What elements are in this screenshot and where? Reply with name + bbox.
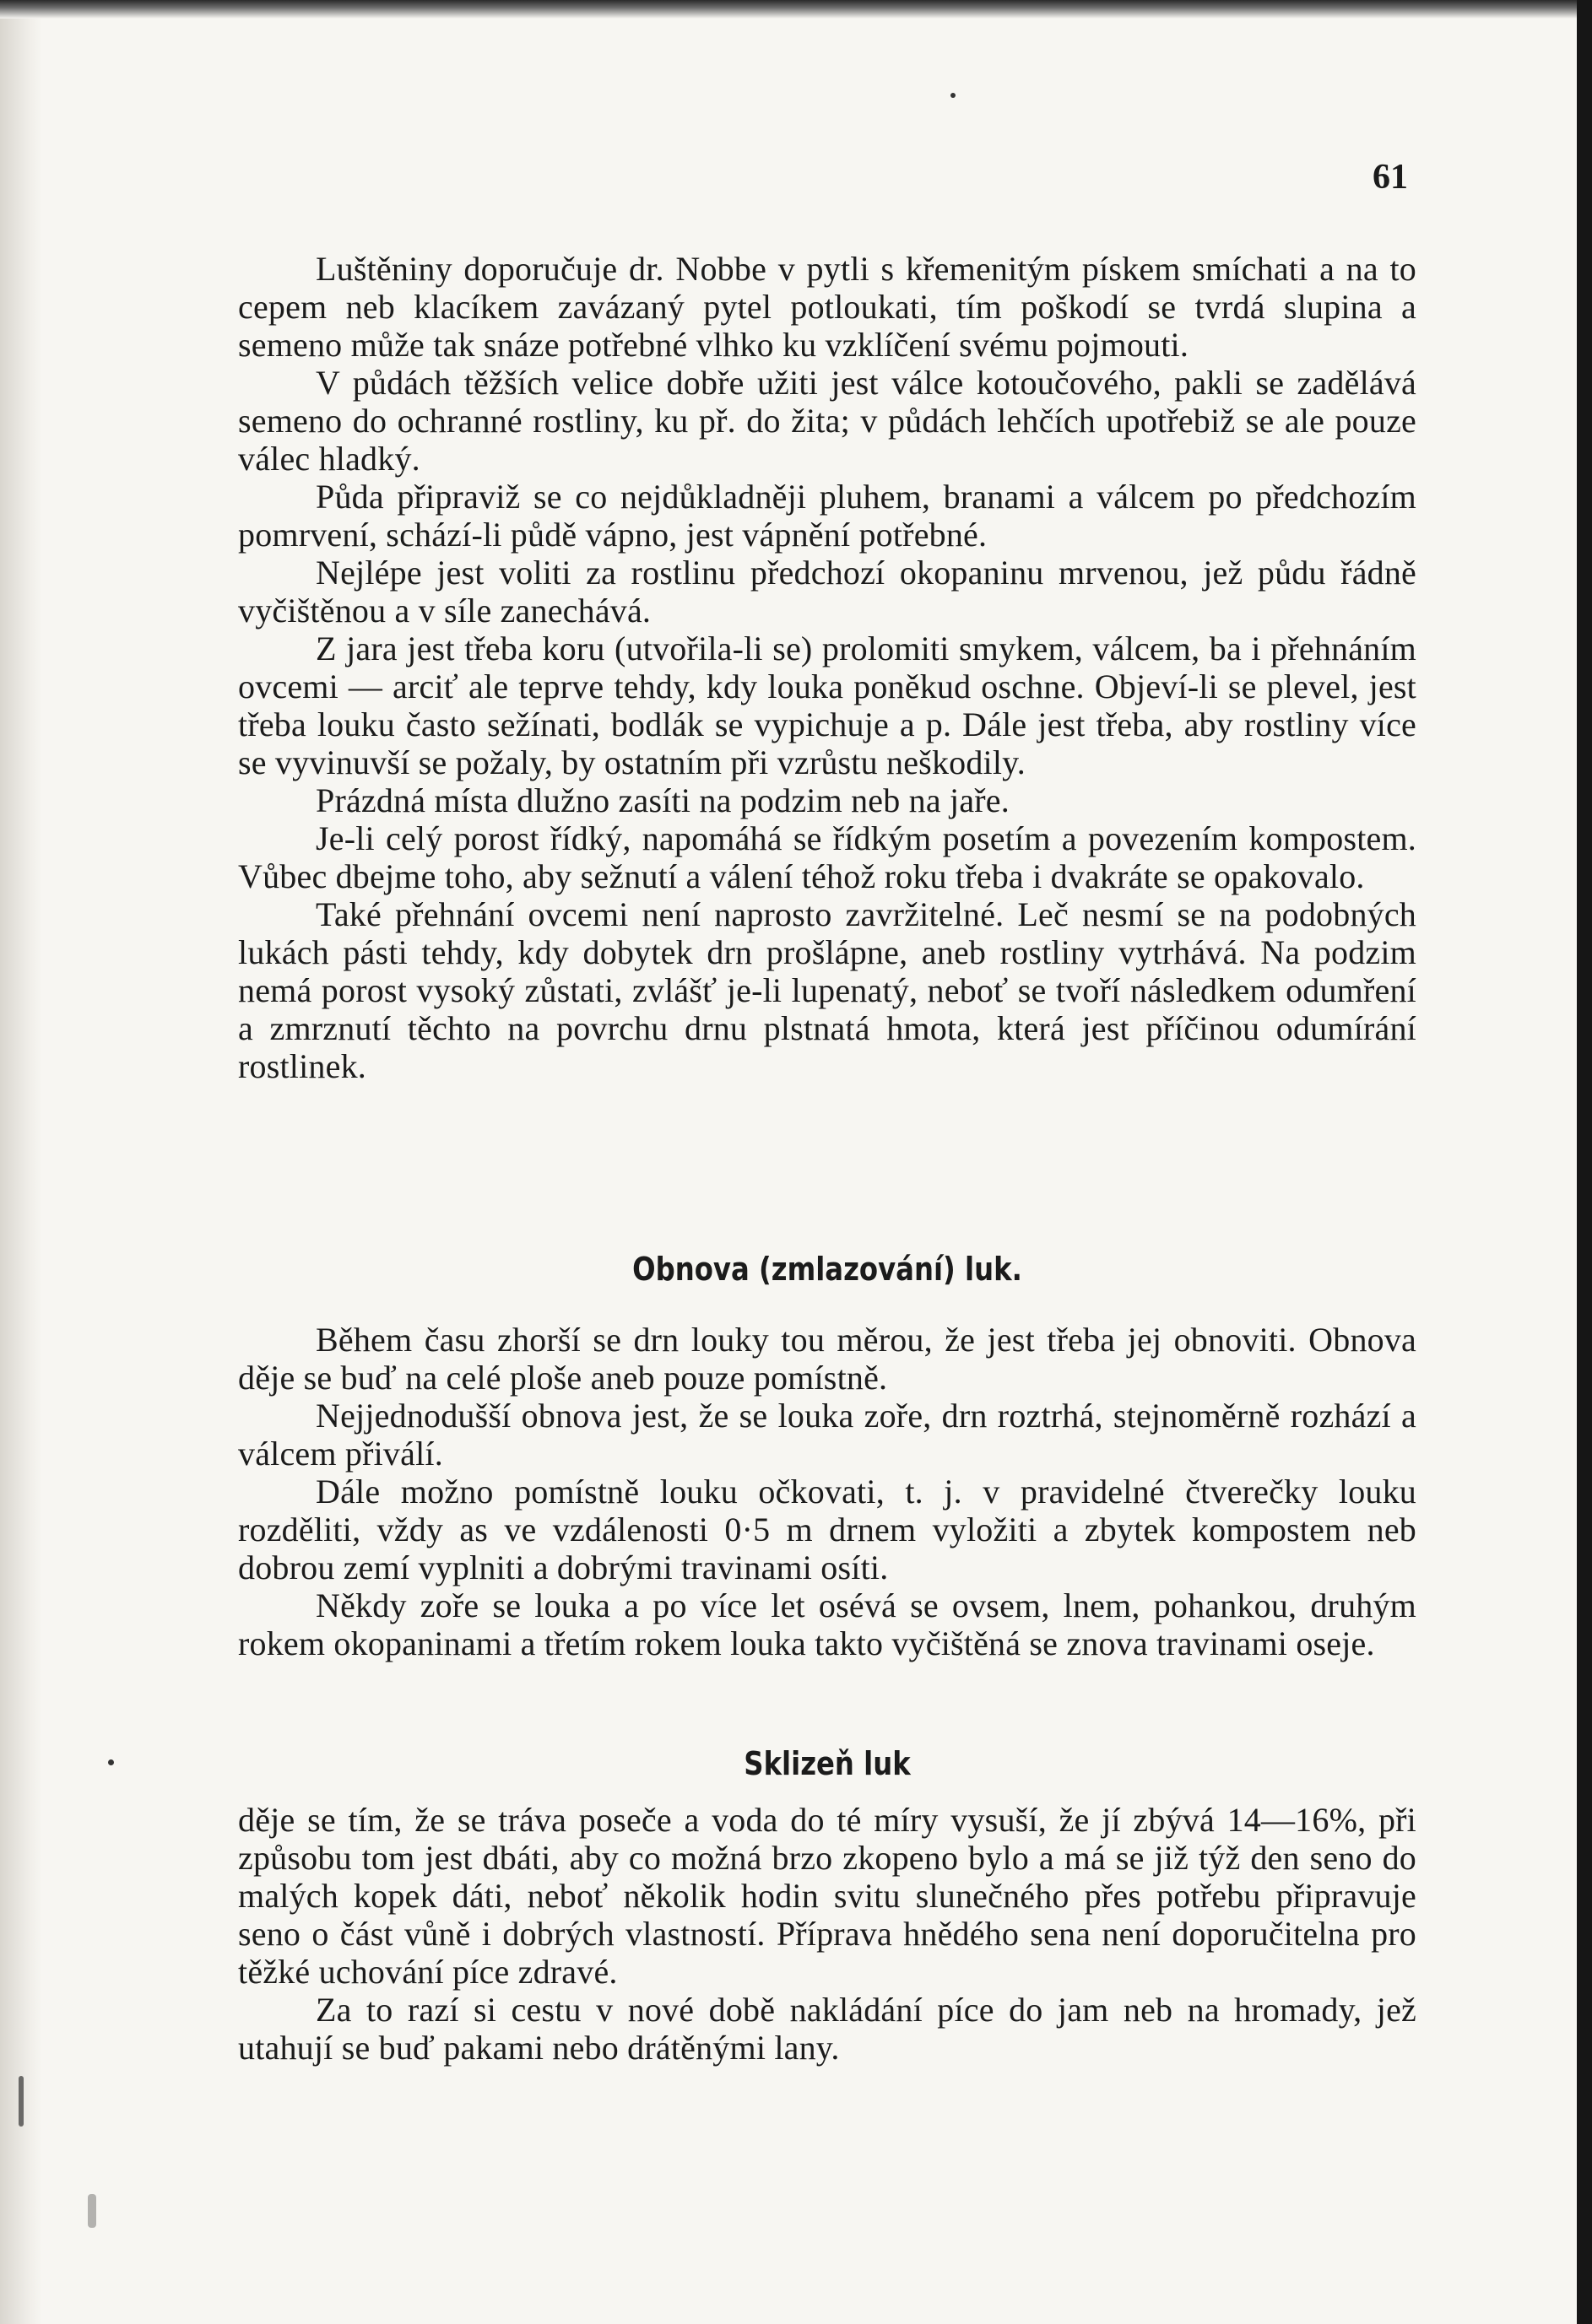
scan-speck — [108, 1759, 114, 1765]
paragraph: Nejlépe jest voliti za rostlinu předchozí okopaninu mrvenou, jež půdu řádně vyčištěnou a v síle zanechává. — [238, 554, 1416, 630]
paragraph: Někdy zoře se louka a po více let osévá se ovsem, lnem, pohankou, druhým rokem okopaninami a třetím rokem louka takto vyčištěná se znova travinami oseje. — [238, 1586, 1416, 1662]
text-block-1 — [238, 250, 1416, 1085]
paragraph: Za to razí si cestu v nové době nakládání píce do jam neb na hromady, jež utahují se buď pakami nebo drátěnými lany. — [238, 1991, 1416, 2067]
paragraph: Prázdná místa dlužno zasíti na podzim neb na jaře. — [316, 781, 1010, 819]
scan-speck — [19, 2076, 24, 2127]
top-edge — [0, 0, 1592, 19]
text-block-3 — [238, 1801, 1416, 2067]
paragraph: Během času zhorší se drn louky tou měrou, že jest třeba jej obnoviti. Obnova děje se buď na celé ploše aneb pouze pomístně. — [238, 1321, 1416, 1397]
section-heading-sklizen: Sklizeň luk — [744, 1745, 911, 1782]
paragraph: Nejjednodušší obnova jest, že se louka zoře, drn roztrhá, stejnoměrně rozhází a válcem přiválí. — [238, 1397, 1416, 1473]
binding-edge — [0, 0, 42, 2324]
paragraph: děje se tím, že se tráva poseče a voda do té míry vysuší, že jí zbývá 14—16%, při způsobu tom jest dbáti, aby co možná brzo zkopeno bylo a má se již týž den seno do malých kopek dáti, neboť několik hodin svitu slunečného přes potřebu připravuje seno o část vůně i dobrých vlastností. Příprava hnědého sena není doporučitelna pro těžké uchování píce zdravé. — [238, 1801, 1416, 1991]
paragraph: Dále možno pomístně louku očkovati, t. j. v pravidelné čtverečky louku rozděliti, vždy as ve vzdálenosti 0·5 m drnem vyložiti a zbytek kompostem neb dobrou zemí vyplniti a dobrými travinami osíti. — [238, 1473, 1416, 1586]
paragraph: Také přehnání ovcemi není naprosto zavržitelné. Leč nesmí se na podobných lukách pásti tehdy, kdy dobytek drn prošlápne, aneb rostliny vytrhává. Na podzim nemá porost vysoký zůstati, zvlášť je-li lupenatý, neboť se tvoří následkem odumření a zmrznutí těchto na povrchu drnu plstnatá hmota, která jest příčinou odumírání rostlinek. — [238, 895, 1416, 1085]
paragraph: Je-li celý porost řídký, napomáhá se řídkým posetím a povezením kompostem. Vůbec dbejme toho, aby sežnutí a válení téhož roku třeba i dvakráte se opakovalo. — [238, 819, 1416, 895]
right-edge — [1577, 0, 1592, 2324]
section-heading-obnova: Obnova (zmlazování) luk. — [632, 1251, 1022, 1288]
paragraph: V půdách těžších velice dobře užiti jest válce kotoučového, pakli se zadělává semeno do ochranné rostliny, ku př. do žita; v půdách lehčích upotřebiž se ale pouze válec hladký. — [238, 364, 1416, 478]
scan-speck — [88, 2194, 96, 2228]
text-block-2 — [238, 1321, 1416, 1662]
scan-speck — [950, 93, 956, 98]
paragraph: Z jara jest třeba koru (utvořila-li se) prolomiti smykem, válcem, ba i přehnáním ovcemi — arciť ale teprve tehdy, kdy louka poněkud oschne. Objeví-li se plevel, jest třeba louku často sežínati, bodlák se vypichuje a p. Dále jest třeba, aby rostliny více se vyvinuvší se požaly, by ostatním při vzrůstu neškodily. — [238, 630, 1416, 781]
paragraph: Luštěniny doporučuje dr. Nobbe v pytli s křemenitým pískem smíchati a na to cepem neb klacíkem zavázaný pytel potloukati, tím poškodí se tvrdá slupina a semeno může tak snáze potřebné vlhko ku vzklíčení svému pojmouti. — [238, 250, 1416, 364]
page-number: 61 — [1373, 158, 1408, 197]
paragraph: Půda připraviž se co nejdůkladněji pluhem, branami a válcem po předchozím pomrvení, schází-li půdě vápno, jest vápnění potřebné. — [238, 478, 1416, 554]
